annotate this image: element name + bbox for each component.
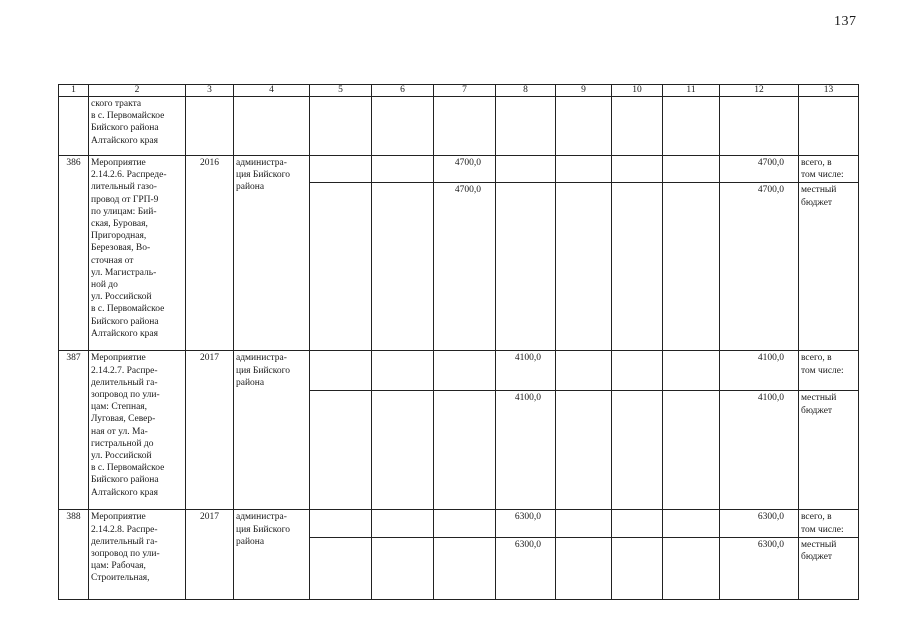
value-cell-col7 — [434, 537, 496, 599]
table-row — [59, 156, 859, 183]
value-cell-col7: 4700,0 — [434, 156, 496, 183]
program-measures-table — [58, 84, 859, 600]
source-cell: местный бюджет — [799, 391, 859, 510]
value-cell — [556, 351, 612, 391]
row-number-cell — [59, 97, 89, 156]
value-cell-col7 — [434, 391, 496, 510]
value-cell — [496, 97, 556, 156]
value-cell — [310, 537, 372, 599]
executor-cell: администра- ция Бийского района — [234, 510, 310, 599]
value-cell — [663, 97, 720, 156]
page-number: 137 — [834, 14, 857, 29]
year-cell — [186, 97, 234, 156]
value-cell-col7 — [434, 510, 496, 537]
value-cell — [310, 156, 372, 183]
value-cell — [663, 391, 720, 510]
value-cell — [663, 537, 720, 599]
value-cell — [310, 351, 372, 391]
value-cell — [556, 156, 612, 183]
header-cell: 3 — [186, 85, 234, 97]
value-cell — [372, 351, 434, 391]
header-cell: 7 — [434, 85, 496, 97]
row-number-cell: 386 — [59, 156, 89, 351]
header-cell: 1 — [59, 85, 89, 97]
header-cell: 2 — [89, 85, 186, 97]
value-cell — [556, 97, 612, 156]
value-cell — [310, 510, 372, 537]
value-cell — [556, 510, 612, 537]
value-cell — [310, 183, 372, 351]
value-cell-col8 — [496, 156, 556, 183]
description-cell: Мероприятие 2.14.2.6. Распреде- лительный газо- провод от ГРП-9 по улицам: Бий- ская, Буровая, Пригородная, Березовая, Во- сточная от ул. Магистраль- ной до ул. Российской в с. Первомайское Бийского района Алтайского края — [89, 156, 186, 351]
value-cell — [663, 156, 720, 183]
source-cell: всего, в том числе: — [799, 510, 859, 537]
source-cell: местный бюджет — [799, 183, 859, 351]
value-cell-col8: 6300,0 — [496, 510, 556, 537]
value-cell — [556, 391, 612, 510]
header-cell: 9 — [556, 85, 612, 97]
description-cell: Мероприятие 2.14.2.7. Распре- делительный га- зопровод по ули- цам: Степная, Луговая, Север- ная от ул. Ма- гистральной до ул. Российской в с. Первомайское Бийского района Алтайского края — [89, 351, 186, 510]
value-cell — [612, 183, 663, 351]
header-cell: 6 — [372, 85, 434, 97]
value-cell — [612, 391, 663, 510]
value-cell — [310, 97, 372, 156]
value-cell — [556, 183, 612, 351]
column-number-header — [59, 85, 859, 97]
source-cell: местный бюджет — [799, 537, 859, 599]
value-cell — [612, 510, 663, 537]
value-cell — [663, 183, 720, 351]
source-cell: всего, в том числе: — [799, 351, 859, 391]
value-cell-col12: 4100,0 — [720, 391, 799, 510]
value-cell — [612, 156, 663, 183]
executor-cell — [234, 97, 310, 156]
value-cell — [372, 97, 434, 156]
value-cell-col7: 4700,0 — [434, 183, 496, 351]
value-cell-col8: 4100,0 — [496, 391, 556, 510]
value-cell — [663, 510, 720, 537]
executor-cell: администра- ция Бийского района — [234, 351, 310, 510]
year-cell: 2017 — [186, 351, 234, 510]
value-cell-col12: 4700,0 — [720, 183, 799, 351]
value-cell-col8 — [496, 183, 556, 351]
value-cell — [372, 391, 434, 510]
value-cell — [372, 537, 434, 599]
year-cell: 2017 — [186, 510, 234, 599]
header-cell: 4 — [234, 85, 310, 97]
header-cell: 13 — [799, 85, 859, 97]
value-cell — [612, 537, 663, 599]
value-cell-col8: 4100,0 — [496, 351, 556, 391]
value-cell — [612, 97, 663, 156]
value-cell-col8: 6300,0 — [496, 537, 556, 599]
source-cell: всего, в том числе: — [799, 156, 859, 183]
value-cell — [612, 351, 663, 391]
value-cell — [372, 510, 434, 537]
description-cell: ского тракта в с. Первомайское Бийского района Алтайского края — [89, 97, 186, 156]
value-cell-col7 — [434, 351, 496, 391]
header-cell: 12 — [720, 85, 799, 97]
value-cell — [434, 97, 496, 156]
value-cell — [663, 351, 720, 391]
table-row — [59, 351, 859, 391]
header-cell: 10 — [612, 85, 663, 97]
table-row-continuation — [59, 97, 859, 156]
value-cell-col12: 4100,0 — [720, 351, 799, 391]
year-cell: 2016 — [186, 156, 234, 351]
header-cell: 8 — [496, 85, 556, 97]
value-cell — [556, 537, 612, 599]
value-cell-col12: 6300,0 — [720, 510, 799, 537]
table-row — [59, 510, 859, 537]
row-number-cell: 387 — [59, 351, 89, 510]
value-cell — [720, 97, 799, 156]
header-cell: 11 — [663, 85, 720, 97]
row-number-cell: 388 — [59, 510, 89, 599]
value-cell-col12: 6300,0 — [720, 537, 799, 599]
value-cell — [310, 391, 372, 510]
description-cell: Мероприятие 2.14.2.8. Распре- делительный га- зопровод по ули- цам: Рабочая, Строительная, — [89, 510, 186, 599]
header-cell: 5 — [310, 85, 372, 97]
value-cell-col12: 4700,0 — [720, 156, 799, 183]
value-cell — [372, 156, 434, 183]
source-cell — [799, 97, 859, 156]
value-cell — [372, 183, 434, 351]
executor-cell: администра- ция Бийского района — [234, 156, 310, 351]
